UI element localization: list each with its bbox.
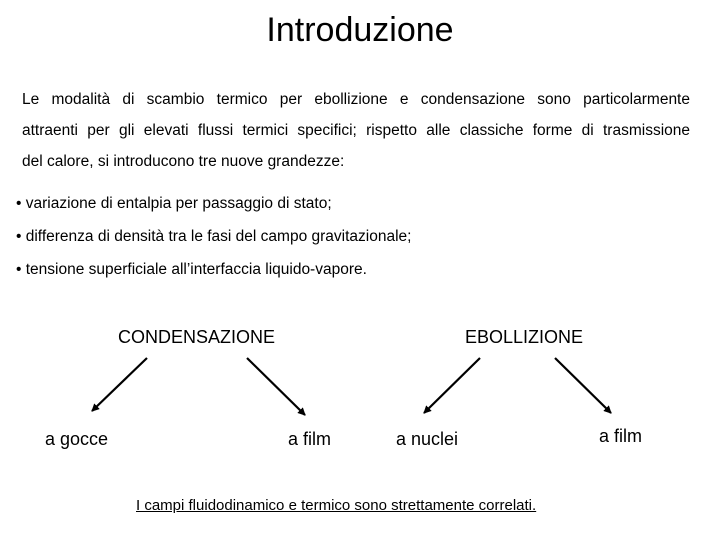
ebollizione-film-label: a film [599,426,643,446]
arrow-ebollizione-nuclei [424,358,480,413]
list-item: • tensione superficiale all’interfaccia liquido-vapore. [16,261,367,278]
ebollizione-label: EBOLLIZIONE [465,327,584,347]
intro-line: del calore, si introducono tre nuove grandezze: [22,153,345,170]
intro-line: attraenti per gli elevati flussi termici specifici; rispetto alle classiche forme di trasmissione [22,122,690,139]
arrow-condensazione-gocce [92,358,147,411]
arrow-ebollizione-film [555,358,611,413]
list-item: • variazione di entalpia per passaggio di stato; [16,195,332,212]
arrow-condensazione-film [247,358,305,415]
list-item: • differenza di densità tra le fasi del campo gravitazionale; [16,228,412,245]
condensazione-gocce-label: a gocce [45,429,109,449]
condensazione-film-label: a film [288,429,332,449]
page-title: Introduzione [266,11,454,49]
footer-note: I campi fluidodinamico e termico sono strettamente correlati. [136,497,537,514]
ebollizione-nuclei-label: a nuclei [396,429,459,449]
intro-line: Le modalità di scambio termico per ebollizione e condensazione sono particolarmente [22,91,690,108]
condensazione-label: CONDENSAZIONE [118,327,276,347]
